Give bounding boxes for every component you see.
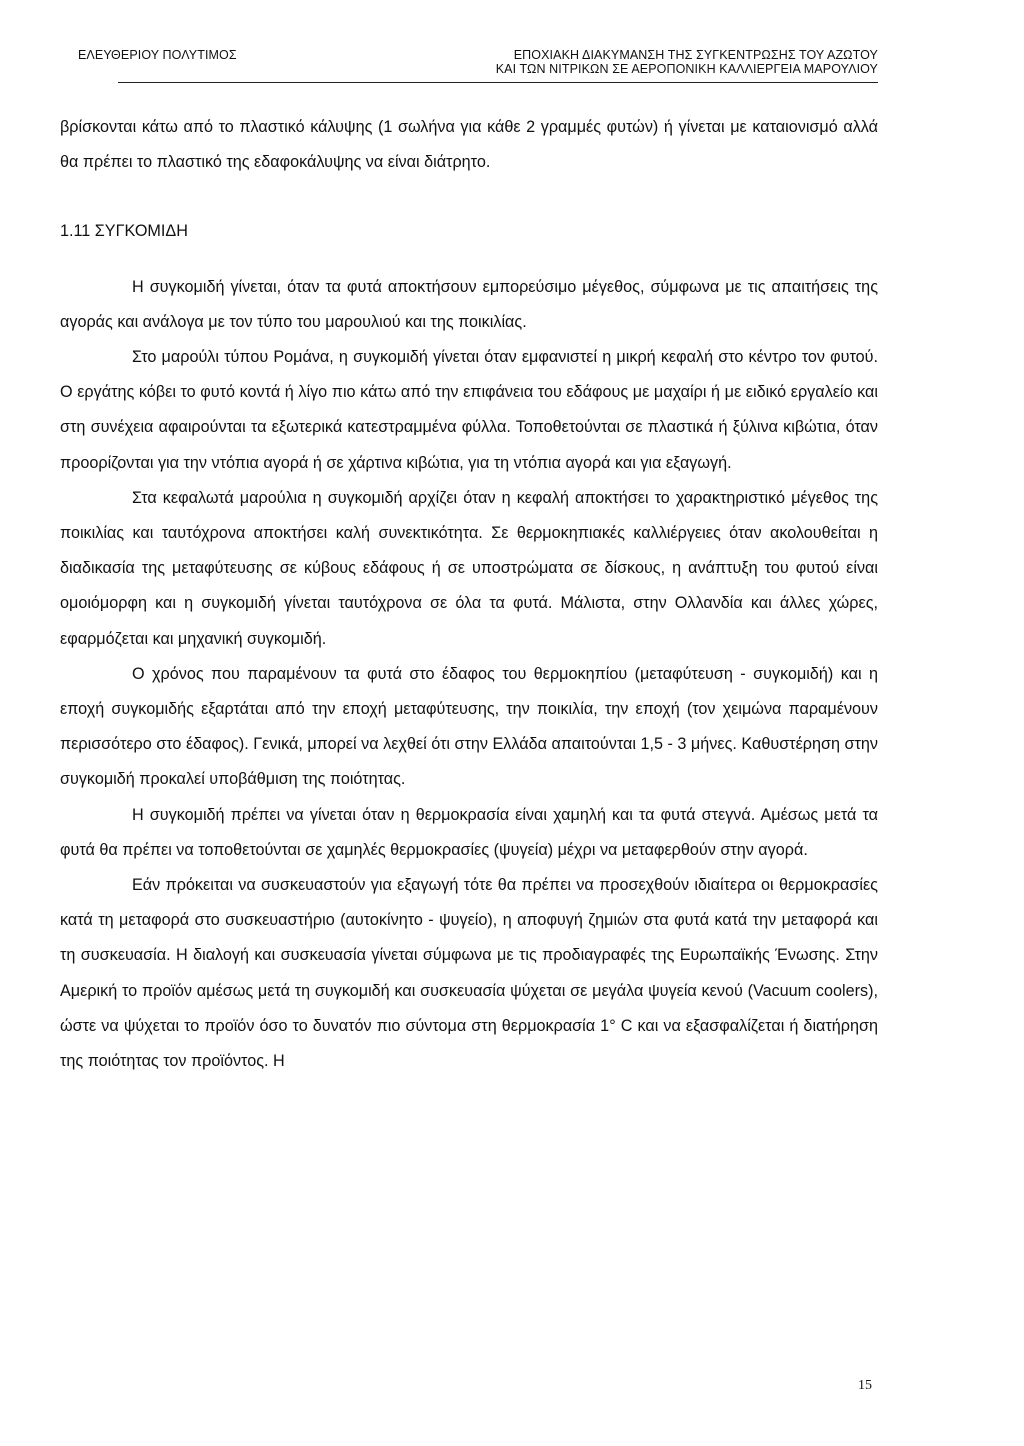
header-author: ΕΛΕΥΘΕΡΙΟΥ ΠΟΛΥΤΙΜΟΣ xyxy=(78,48,237,62)
section-heading: 1.11 ΣΥΓΚΟΜΙΔΗ xyxy=(60,222,188,241)
paragraph: Ο χρόνος που παραμένουν τα φυτά στο έδαφος του θερμοκηπίου (μεταφύτευση - συγκομιδή) και η εποχή συγκομιδής εξαρτάται από την εποχή μεταφύτευσης, την ποικιλία, την εποχή (τον χειμώνα παραμένουν περισσότερο στο έδαφος). Γενικά, μπορεί να λεχθεί ότι στην Ελλάδα απαιτούνται 1,5 - 3 μήνες. Καθυστέρηση στην συγκομιδή προκαλεί υποβάθμιση της ποιότητας. xyxy=(60,664,878,789)
page-header xyxy=(78,40,878,90)
spacer xyxy=(60,180,878,214)
header-title-line-1: ΕΠΟΧΙΑΚΗ ΔΙΑΚΥΜΑΝΣΗ ΤΗΣ ΣΥΓΚΕΝΤΡΩΣΗΣ ΤΟΥ ΑΖΩΤΟΥ xyxy=(513,48,878,62)
spacer xyxy=(60,250,878,270)
paragraph: Η συγκομιδή γίνεται, όταν τα φυτά αποκτήσουν εμπορεύσιμο μέγεθος, σύμφωνα με τις απαιτήσεις της αγοράς και ανάλογα με τον τύπο του μαρουλιού και της ποικιλίας. xyxy=(60,277,878,331)
paragraph: Εάν πρόκειται να συσκευαστούν για εξαγωγή τότε θα πρέπει να προσεχθούν ιδιαίτερα οι θερμοκρασίες κατά τη μεταφορά στο συσκευαστήριο (αυτοκίνητο - ψυγείο), η αποφυγή ζημιών στα φυτά κατά την μεταφορά και τη συσκευασία. Η διαλογή και συσκευασία γίνεται σύμφωνα με τις προδιαγραφές της Ευρωπαϊκής Ένωσης. Στην Αμερική το προϊόν αμέσως μετά τη συγκομιδή και συσκευασία ψύχεται σε μεγάλα ψυγεία κενού (Vacuum coolers), ώστε να ψύχεται το προϊόν όσο το δυνατόν πιο σύντομα στη θερμοκρασία 1° C και να εξασφαλίζεται ή διατήρηση της ποιότητας τον προϊόντος. Η xyxy=(60,876,878,1071)
paragraph: Η συγκομιδή πρέπει να γίνεται όταν η θερμοκρασία είναι χαμηλή και τα φυτά στεγνά. Αμέσως μετά τα φυτά θα πρέπει να τοποθετούνται σε χαμηλές θερμοκρασίες (ψυγεία) μέχρι να μεταφερθούν στην αγορά. xyxy=(60,805,878,859)
header-rule xyxy=(118,82,878,83)
header-title xyxy=(496,48,878,76)
page-body xyxy=(60,110,878,1079)
paragraph: Στα κεφαλωτά μαρούλια η συγκομιδή αρχίζει όταν η κεφαλή αποκτήσει το χαρακτηριστικό μέγεθος της ποικιλίας και ταυτόχρονα αποκτήσει καλή συνεκτικότητα. Σε θερμοκηπιακές καλλιέργειες όταν ακολουθείται η διαδικασία της μεταφύτευσης σε κύβους εδάφους ή σε υποστρώματα σε δίσκους, η ανάπτυξη του φυτού είναι ομοιόμορφη και η συγκομιδή γίνεται ταυτόχρονα σε όλα τα φυτά. Μάλιστα, στην Ολλανδία και άλλες χώρες, εφαρμόζεται και μηχανική συγκομιδή. xyxy=(60,488,878,648)
page-number: 15 xyxy=(858,1378,872,1393)
header-title-line-2: ΚΑΙ ΤΩΝ ΝΙΤΡΙΚΩΝ ΣΕ ΑΕΡΟΠΟΝΙΚΗ ΚΑΛΛΙΕΡΓΕΙΑ ΜΑΡΟΥΛΙΟΥ xyxy=(495,62,878,76)
continuation-paragraph: βρίσκονται κάτω από το πλαστικό κάλυψης (1 σωλήνα για κάθε 2 γραμμές φυτών) ή γίνεται με καταιονισμό αλλά θα πρέπει το πλαστικό της εδαφοκάλυψης να είναι διάτρητο. xyxy=(60,118,878,172)
paragraph: Στο μαρούλι τύπου Ρομάνα, η συγκομιδή γίνεται όταν εμφανιστεί η μικρή κεφαλή στο κέντρο τον φυτού. Ο εργάτης κόβει το φυτό κοντά ή λίγο πιο κάτω από την επιφάνεια του εδάφους με μαχαίρι ή με ειδικό εργαλείο και στη συνέχεια αφαιρούνται τα εξωτερικά κατεστραμμένα φύλλα. Τοποθετούνται σε πλαστικά ή ξύλινα κιβώτια, όταν προορίζονται για την ντόπια αγορά ή σε χάρτινα κιβώτια, για τη ντόπια αγορά και για εξαγωγή. xyxy=(60,348,878,472)
